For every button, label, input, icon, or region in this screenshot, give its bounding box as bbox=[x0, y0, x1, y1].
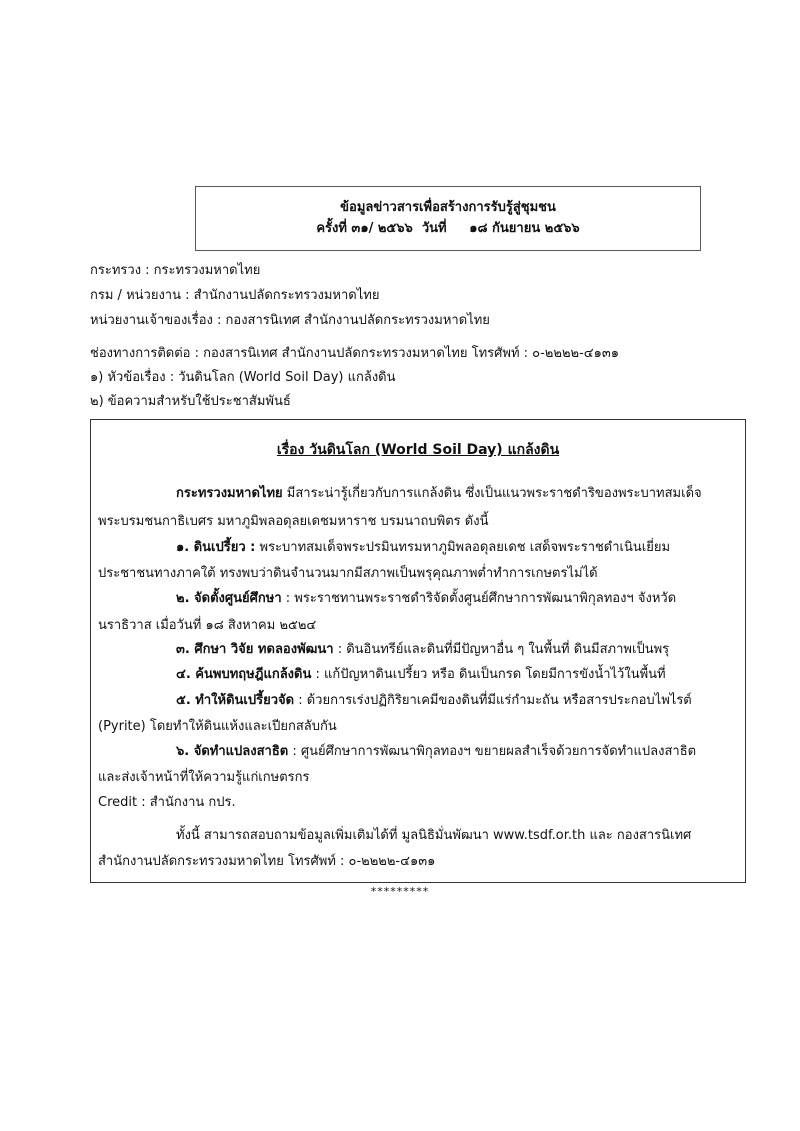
item-6-heading: ๖. จัดทำแปลงสาธิต bbox=[176, 744, 289, 759]
item-3-heading: ๓. ศึกษา วิจัย ทดลองพัฒนา bbox=[176, 642, 334, 657]
intro-line-2: พระบรมชนกาธิเบศร มหาภูมิพลอดุลยเดชมหาราช บรมนาถบพิตร ดังนี้ bbox=[98, 514, 489, 529]
item-2-text: : พระราชทานพระราชดำริจัดตั้งศูนย์ศึกษาการพัฒนาพิกุลทองฯ จังหวัด bbox=[281, 591, 677, 606]
meta-ministry: กระทรวง : กระทรวงมหาดไทย bbox=[90, 263, 261, 278]
item-1 bbox=[176, 540, 670, 556]
intro-text: มีสาระน่ารู้เกี่ยวกับการแกล้งดิน ซึ่งเป็นแนวพระราชดำริของพระบาทสมเด็จ bbox=[282, 486, 702, 501]
item-5-heading: ๕. ทำให้ดินเปรี้ยวจัด bbox=[176, 693, 295, 708]
intro-bold: กระทรวงมหาดไทย bbox=[176, 486, 283, 501]
meta-message: ๒) ข้อความสำหรับใช้ประชาสัมพันธ์ bbox=[90, 394, 291, 409]
item-1-continued: ประชาชนทางภาคใต้ ทรงพบว่าดินจำนวนมากมีสภาพเป็นพรุคุณภาพต่ำทำการเกษตรไม่ได้ bbox=[98, 566, 598, 581]
meta-department: กรม / หน่วยงาน : สำนักงานปลัดกระทรวงมหาดไทย bbox=[90, 288, 380, 303]
item-3-text: : ดินอินทรีย์และดินที่มีปัญหาอื่น ๆ ในพื้นที่ ดินมีสภาพเป็นพรุ bbox=[333, 642, 670, 657]
credit-line: Credit : สำนักงาน กปร. bbox=[98, 795, 236, 810]
announcement-box bbox=[90, 419, 746, 883]
item-1-text: พระบาทสมเด็จพระปรมินทรมหาภูมิพลอดุลยเดช เสด็จพระราชดำเนินเยี่ยม bbox=[255, 540, 671, 555]
item-5-continued: (Pyrite) โดยทำให้ดินแห้งและเปียกสลับกัน bbox=[98, 719, 337, 734]
item-2-continued: นราธิวาส เมื่อวันที่ ๑๘ สิงหาคม ๒๕๒๔ bbox=[98, 618, 317, 633]
item-4-heading: ๔. ค้นพบทฤษฎีแกล้งดิน bbox=[176, 667, 312, 682]
item-6 bbox=[176, 744, 696, 760]
item-4 bbox=[176, 667, 666, 683]
intro-paragraph bbox=[176, 486, 702, 502]
meta-topic: ๑) หัวข้อเรื่อง : วันดินโลก (World Soil Day) แกล้งดิน bbox=[90, 370, 396, 385]
header-issue-line bbox=[196, 218, 700, 239]
header-box bbox=[195, 186, 701, 251]
item-5 bbox=[176, 693, 692, 709]
item-6-text: : ศูนย์ศึกษาการพัฒนาพิกุลทองฯ ขยายผลสำเร็จด้วยการจัดทำแปลงสาธิต bbox=[288, 744, 697, 759]
issue-number: ครั้งที่ ๓๑/ ๒๕๖๖ bbox=[316, 221, 413, 236]
announcement-title: เรื่อง วันดินโลก (World Soil Day) แกล้งดิน bbox=[276, 442, 560, 458]
item-3 bbox=[176, 642, 669, 658]
item-2 bbox=[176, 591, 676, 607]
closing-line-2: สำนักงานปลัดกระทรวงมหาดไทย โทรศัพท์ : ๐-๒๒๒๒-๔๑๓๑ bbox=[98, 854, 436, 869]
item-6-continued: และส่งเจ้าหน้าที่ให้ความรู้แก่เกษตรกร bbox=[98, 770, 310, 785]
header-title: ข้อมูลข่าวสารเพื่อสร้างการรับรู้สู่ชุมชน bbox=[340, 200, 556, 215]
item-4-text: : แก้ปัญหาดินเปรี้ยว หรือ ดินเป็นกรด โดยมีการขังน้ำไว้ในพื้นที่ bbox=[311, 667, 666, 682]
closing-line-1: ทั้งนี้ สามารถสอบถามข้อมูลเพิ่มเติมได้ที่ มูลนิธิมั่นพัฒนา www.tsdf.or.th และ กองสารนิเทศ bbox=[176, 828, 692, 843]
end-mark: ********* bbox=[370, 885, 430, 898]
date-value: ๑๘ กันยายน ๒๕๖๖ bbox=[469, 221, 580, 236]
item-2-heading: ๒. จัดตั้งศูนย์ศึกษา bbox=[176, 591, 282, 606]
item-5-text: : ด้วยการเร่งปฏิกิริยาเคมีของดินที่มีแร่กำมะถัน หรือสารประกอบไพไรต์ bbox=[294, 693, 692, 708]
meta-contact: ช่องทางการติดต่อ : กองสารนิเทศ สำนักงานปลัดกระทรวงมหาดไทย โทรศัพท์ : ๐-๒๒๒๒-๔๑๓๑ bbox=[90, 346, 620, 361]
date-label: วันที่ bbox=[421, 221, 447, 236]
meta-owner-unit: หน่วยงานเจ้าของเรื่อง : กองสารนิเทศ สำนักงานปลัดกระทรวงมหาดไทย bbox=[90, 313, 490, 328]
item-1-heading: ๑. ดินเปรี้ยว : bbox=[176, 540, 256, 555]
